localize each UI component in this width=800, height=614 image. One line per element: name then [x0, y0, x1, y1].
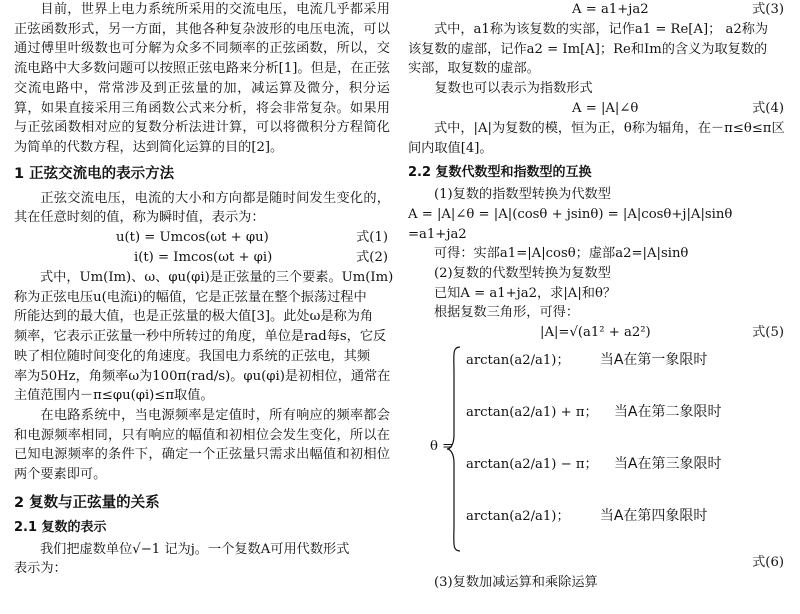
case-row-2 [466, 403, 722, 423]
equation-6-tag: 式(6) [752, 555, 784, 571]
exponential-form-line: 复数也可以表示为指数形式 [434, 81, 593, 97]
left-brace-icon [446, 345, 462, 553]
case-1-condition: 当A在第一象限时 [599, 352, 708, 369]
case-4-expr: arctan(a2/a1)； [466, 509, 570, 525]
section-2-2-heading: 2.2 复数代数型和指数型的互换 [408, 165, 592, 181]
equation-5-body: |A|=√(a1² + a2²) [540, 325, 651, 341]
result-line: 可得：实部a1=|A|cosθ；虚部a2=|A|sinθ [434, 246, 689, 262]
triangle-line: 根据复数三角形，可得： [434, 305, 580, 321]
equation-1-tag: 式(1) [356, 230, 388, 246]
equation-3-tag: 式(3) [752, 2, 784, 17]
frequency-paragraph: 在电路系统中，当电源频率是定值时，所有响应的频率都会和电源频率相同，只有响应的幅值和初相位会发生变化，所以在已知电源频率的条件下，确定一个正弦量只需求出幅值和初相位两个要素即可。 [14, 407, 390, 483]
known-line: 已知A = a1+ja2，求|A|和θ？ [434, 285, 617, 301]
equation-2-body: i(t) = Imcos(ωt + φi) [134, 250, 273, 266]
elements-line-4: 频率，它表示正弦量一秒中所转过的角度，单位是rad每s，它反 [14, 329, 387, 345]
item-1-heading: (1)复数的指数型转换为代数型 [434, 187, 611, 203]
imag-part-line: 该复数的虚部，记作a2 = Im[A]；Re和Im的含义为取复数的 [408, 41, 768, 57]
case-3-expr: arctan(a2/a1) − π； [466, 457, 598, 473]
elements-line-5: 映了相位随时间变化的角速度。我国电力系统的正弦电，其频 [14, 348, 371, 364]
right-column [408, 0, 786, 593]
conversion-equation-line-2: =a1+ja2 [408, 226, 467, 242]
equation-4-tag: 式(4) [752, 100, 784, 116]
equation-1 [14, 228, 390, 248]
elements-line-2: 称为正弦电压u(电流i)的幅值，它是正弦量在整个振荡过程中 [14, 289, 367, 305]
elements-line-1: 式中，Um(Im)、ω、φu(φi)是正弦量的三个要素。Um(Im) [40, 270, 394, 286]
case-3-condition: 当A在第三象限时 [613, 456, 722, 473]
item-3-heading: (3)复数加减运算和乘除运算 [434, 575, 598, 591]
section-1-heading: 1 正弦交流电的表示方法 [14, 165, 175, 182]
case-1-expr: arctan(a2/a1)； [466, 353, 570, 369]
equation-6-cases [408, 345, 786, 553]
equation-6 [408, 553, 786, 573]
equation-5-tag: 式(5) [752, 325, 784, 341]
section-2-1-heading: 2.1 复数的表示 [14, 519, 107, 535]
case-row-3 [466, 455, 722, 475]
re-im-meaning-line: 实部，取复数的虚部。 [408, 61, 540, 77]
algebraic-form-line: 表示为： [14, 561, 67, 577]
equation-5 [408, 323, 786, 343]
equation-2 [14, 248, 390, 268]
equation-1-body: u(t) = Umcos(ωt + φu) [116, 230, 269, 246]
real-part-line: 式中，a1称为该复数的实部，记作a1 = Re[A]； a2称为 [434, 22, 769, 37]
conversion-equation-line-1: A = |A|∠θ = |A|(cosθ + jsinθ) = |A|cosθ+j|A|sinθ [408, 206, 733, 222]
equation-3 [408, 0, 786, 20]
equation-3-body: A = a1+ja2 [572, 2, 649, 17]
theta-label: θ = [430, 439, 454, 455]
elements-line-7: 主值范围内－π≤φu(φi)≤π取值。 [14, 388, 214, 404]
intro-paragraph: 目前，世界上电力系统所采用的交流电压，电流几乎都采用正弦函数形式，另一方面，其他各种复杂波形的电压电流，可以通过傅里叶级数也可分解为众多不同频率的正弦函数，所以，交流电路中大多数问题可以按照正弦电路来分析[1]。但是，在正弦交流电路中，常常涉及到正弦量的加，减运算及微分，积分运算，如果直接采用三角函数公式来分析，将会非常复杂。如果用与正弦函数相对应的复数分析法进计算，可以将微积分方程简化为简单的代数方程，达到简化运算的目的[2]。 [14, 2, 390, 155]
section-2-heading: 2 复数与正弦量的关系 [14, 494, 160, 511]
equation-2-tag: 式(2) [356, 250, 388, 266]
elements-line-6: 率为50Hz，角频率ω为100π(rad/s)。φu(φi)是初相位，通常在 [14, 368, 391, 384]
equation-4-body: A = |A|∠θ [572, 100, 639, 116]
left-column [14, 0, 394, 579]
case-2-expr: arctan(a2/a1) + π； [466, 405, 598, 421]
case-row-4 [466, 507, 707, 527]
instantaneous-value-paragraph: 正弦交流电压，电流的大小和方向都是随时间发生变化的，其在任意时刻的值，称为瞬时值，表示为： [14, 190, 390, 226]
item-2-heading: (2)复数的代数型转换为复数型 [434, 266, 611, 282]
modulus-line: 式中，|A|为复数的模，恒为正，θ称为辐角，在－π≤θ≤π区 [434, 120, 785, 136]
case-row-1 [466, 351, 707, 371]
modulus-range-line: 间内取值[4]。 [408, 140, 493, 156]
case-2-condition: 当A在第二象限时 [613, 404, 722, 421]
equation-4 [408, 99, 786, 119]
imaginary-unit-line: 我们把虚数单位√−1 记为j。一个复数A可用代数形式 [40, 541, 350, 557]
case-4-condition: 当A在第四象限时 [599, 508, 708, 525]
elements-line-3: 所能达到的最大值，也是正弦量的极大值[3]。此处ω是称为角 [14, 309, 374, 325]
